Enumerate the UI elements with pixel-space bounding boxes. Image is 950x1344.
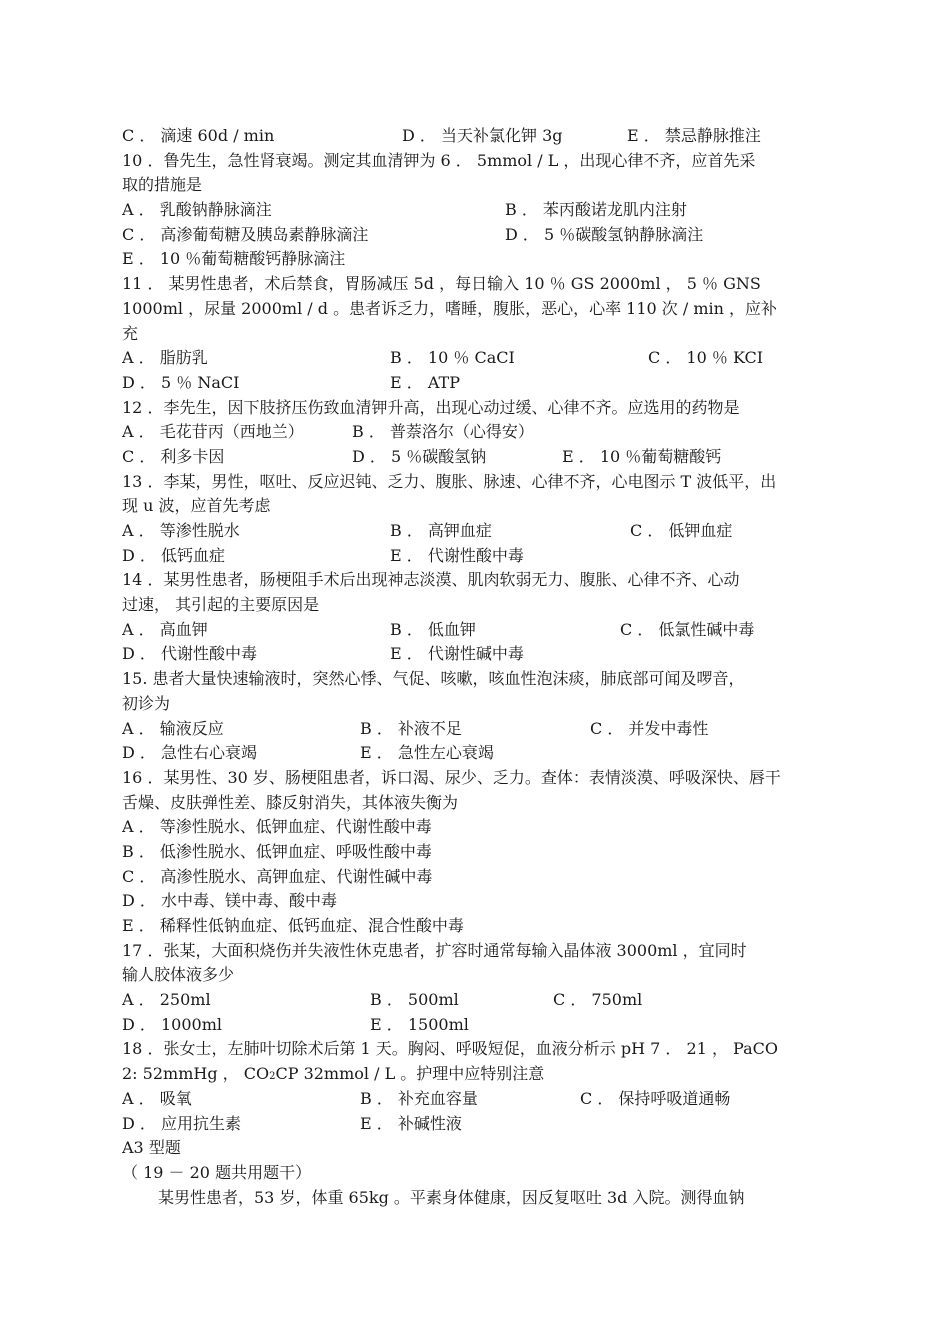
text-line xyxy=(122,519,834,544)
text-fragment: CP 32mmol / L 。护理中应特别注意 xyxy=(275,1064,545,1084)
answer-option: A ． 乳酸钠静脉滴注 xyxy=(122,200,272,220)
text-line: 过速， 其引起的主要原因是 xyxy=(122,595,320,615)
text-line: 初诊为 xyxy=(122,693,171,713)
answer-option: E ． 补碱性液 xyxy=(360,1113,462,1133)
text-line xyxy=(122,346,834,371)
exam-questions-text xyxy=(122,124,834,1210)
answer-option: C ． 滴速 60d / min xyxy=(122,126,275,145)
text-line: C ． 高渗性脱水、高钾血症、代谢性碱中毒 xyxy=(122,866,433,886)
text-line: A3 型题 xyxy=(122,1138,181,1158)
text-line: E ． 10 ％葡萄糖酸钙静脉滴注 xyxy=(122,249,346,269)
text-line: 现 u 波，应首先考虑 xyxy=(122,496,271,516)
text-line: A ． 等渗性脱水、低钾血症、代谢性酸中毒 xyxy=(122,817,432,837)
text-line xyxy=(122,420,834,445)
text-line: （ 19 － 20 题共用题干） xyxy=(122,1162,312,1182)
text-line: 16 ．某男性、30 岁、肠梗阻患者，诉口渴、尿少、乏力。查体：表情淡漠、呼吸深快、唇干 xyxy=(122,767,781,787)
answer-option: B ． 补充血容量 xyxy=(360,1088,478,1108)
answer-option: A ． 毛花苷丙（西地兰） xyxy=(122,422,304,442)
answer-option: A ． 等渗性脱水 xyxy=(122,521,240,540)
text-line: 17 ．张某，大面积烧伤并失液性休克患者，扩容时通常每输入晶体液 3000ml ，宜同时 xyxy=(122,940,747,960)
answer-option: D ． 5 ％碳酸氢钠静脉滴注 xyxy=(505,224,704,244)
answer-option: C ． 低钾血症 xyxy=(630,521,733,540)
answer-option: D ． 低钙血症 xyxy=(122,545,226,565)
text-line: 充 xyxy=(122,323,139,343)
answer-option: C ． 保持呼吸道通畅 xyxy=(580,1088,731,1108)
answer-option: D ． 代谢性酸中毒 xyxy=(122,644,258,664)
answer-option: B ． 苯丙酸诺龙肌内注射 xyxy=(505,200,687,220)
text-line xyxy=(122,1112,834,1137)
text-line: 取的措施是 xyxy=(122,175,203,195)
text-line xyxy=(122,988,834,1013)
text-line xyxy=(122,445,834,470)
text-line: 12 ．李先生，因下肢挤压伤致血清钾升高，出现心动过缓、心律不齐。应选用的药物是 xyxy=(122,397,740,417)
answer-option: C ． 利多卡因 xyxy=(122,446,225,466)
text-line xyxy=(122,1062,834,1087)
answer-option: C ． 低氯性碱中毒 xyxy=(620,619,755,639)
text-line: E ． 稀释性低钠血症、低钙血症、混合性酸中毒 xyxy=(122,916,464,935)
answer-option: D ． 5 ％ NaCI xyxy=(122,372,240,392)
text-line: 14 ．某男性患者，肠梗阻手术后出现神志淡漠、肌肉软弱无力、腹胀、心律不齐、心动 xyxy=(122,570,740,590)
answer-option: B ． 低血钾 xyxy=(390,619,476,639)
answer-option: E ． 急性左心衰竭 xyxy=(360,743,494,763)
text-line xyxy=(122,198,834,223)
answer-option: E ． 代谢性碱中毒 xyxy=(390,644,524,664)
text-line: D ． 水中毒、镁中毒、酸中毒 xyxy=(122,891,338,911)
answer-option: E ． 1500ml xyxy=(370,1014,469,1034)
answer-option: A ． 吸氧 xyxy=(122,1088,192,1108)
text-line xyxy=(122,124,834,149)
text-line: 18 ．张女士，左肺叶切除术后第 1 天。胸闷、呼吸短促，血液分析示 pH 7 ． 21 ， PaCO xyxy=(122,1039,778,1059)
answer-option: A ． 脂肪乳 xyxy=(122,348,208,368)
text-fragment: 2: 52mmHg ， CO xyxy=(122,1064,270,1084)
answer-option: C ． 高渗葡萄糖及胰岛素静脉滴注 xyxy=(122,224,369,244)
answer-option: C ． 750ml xyxy=(553,990,643,1010)
answer-option: A ． 250ml xyxy=(122,990,211,1010)
answer-option: E ． 10 ％葡萄糖酸钙 xyxy=(562,446,722,466)
text-line: 舌燥、皮肤弹性差、膝反射消失，其体液失衡为 xyxy=(122,792,459,812)
answer-option: D ． 应用抗生素 xyxy=(122,1113,242,1133)
text-line xyxy=(122,223,834,248)
answer-option: C ． 并发中毒性 xyxy=(590,718,709,738)
answer-option: D ． 5 ％碳酸氢钠 xyxy=(352,446,487,466)
answer-option: D ． 急性右心衰竭 xyxy=(122,743,258,763)
text-line: 11 ． 某男性患者，术后禁食，胃肠减压 5d ，每日输入 10 ％ GS 2000ml ， 5 ％ GNS xyxy=(122,274,761,294)
subscript: 2 xyxy=(269,1071,276,1083)
answer-option: C ． 10 ％ KCI xyxy=(648,348,764,368)
text-line xyxy=(122,1013,834,1038)
text-line xyxy=(122,717,834,742)
text-line xyxy=(122,1087,834,1112)
text-line xyxy=(122,544,834,569)
answer-option: E ． 禁忌静脉推注 xyxy=(627,126,761,145)
text-line xyxy=(122,741,834,766)
answer-option: B ． 10 ％ CaCI xyxy=(390,348,515,368)
answer-option: B ． 高钾血症 xyxy=(390,521,492,540)
text-line: 1000ml ，尿量 2000ml / d 。患者诉乏力，嗜睡，腹胀，恶心，心率 110 次 / min ，应补 xyxy=(122,298,778,318)
answer-option: B ． 500ml xyxy=(370,990,459,1010)
answer-option: D ． 当天补氯化钾 3g xyxy=(402,126,563,145)
text-line: 13 ．李某，男性，呕吐、反应迟钝、乏力、腹胀、脉速、心律不齐，心电图示 T 波低平，出 xyxy=(122,471,777,491)
text-line xyxy=(122,642,834,667)
answer-option: A ． 输液反应 xyxy=(122,718,224,738)
answer-option: B ． 普萘洛尔（心得安） xyxy=(352,422,534,442)
text-line xyxy=(122,618,834,643)
text-line: 输人胶体液多少 xyxy=(122,965,235,985)
text-line: B ． 低渗性脱水、低钾血症、呼吸性酸中毒 xyxy=(122,841,432,861)
text-line: 某男性患者，53 岁，体重 65kg 。平素身体健康，因反复呕吐 3d 入院。测得血钠 xyxy=(158,1187,745,1207)
text-line: 15. 患者大量快速输液时，突然心悸、气促、咳嗽，咳血性泡沫痰，肺底部可闻及啰音， xyxy=(122,669,745,689)
text-line: 10 ．鲁先生，急性肾衰竭。测定其血清钾为 6 ． 5mmol / L ，出现心律不齐，应首先采 xyxy=(122,150,756,170)
answer-option: D ． 1000ml xyxy=(122,1014,223,1034)
answer-option: A ． 高血钾 xyxy=(122,619,208,639)
answer-option: E ． ATP xyxy=(390,372,460,392)
text-line xyxy=(122,371,834,396)
answer-option: B ． 补液不足 xyxy=(360,718,462,738)
answer-option: E ． 代谢性酸中毒 xyxy=(390,545,524,565)
